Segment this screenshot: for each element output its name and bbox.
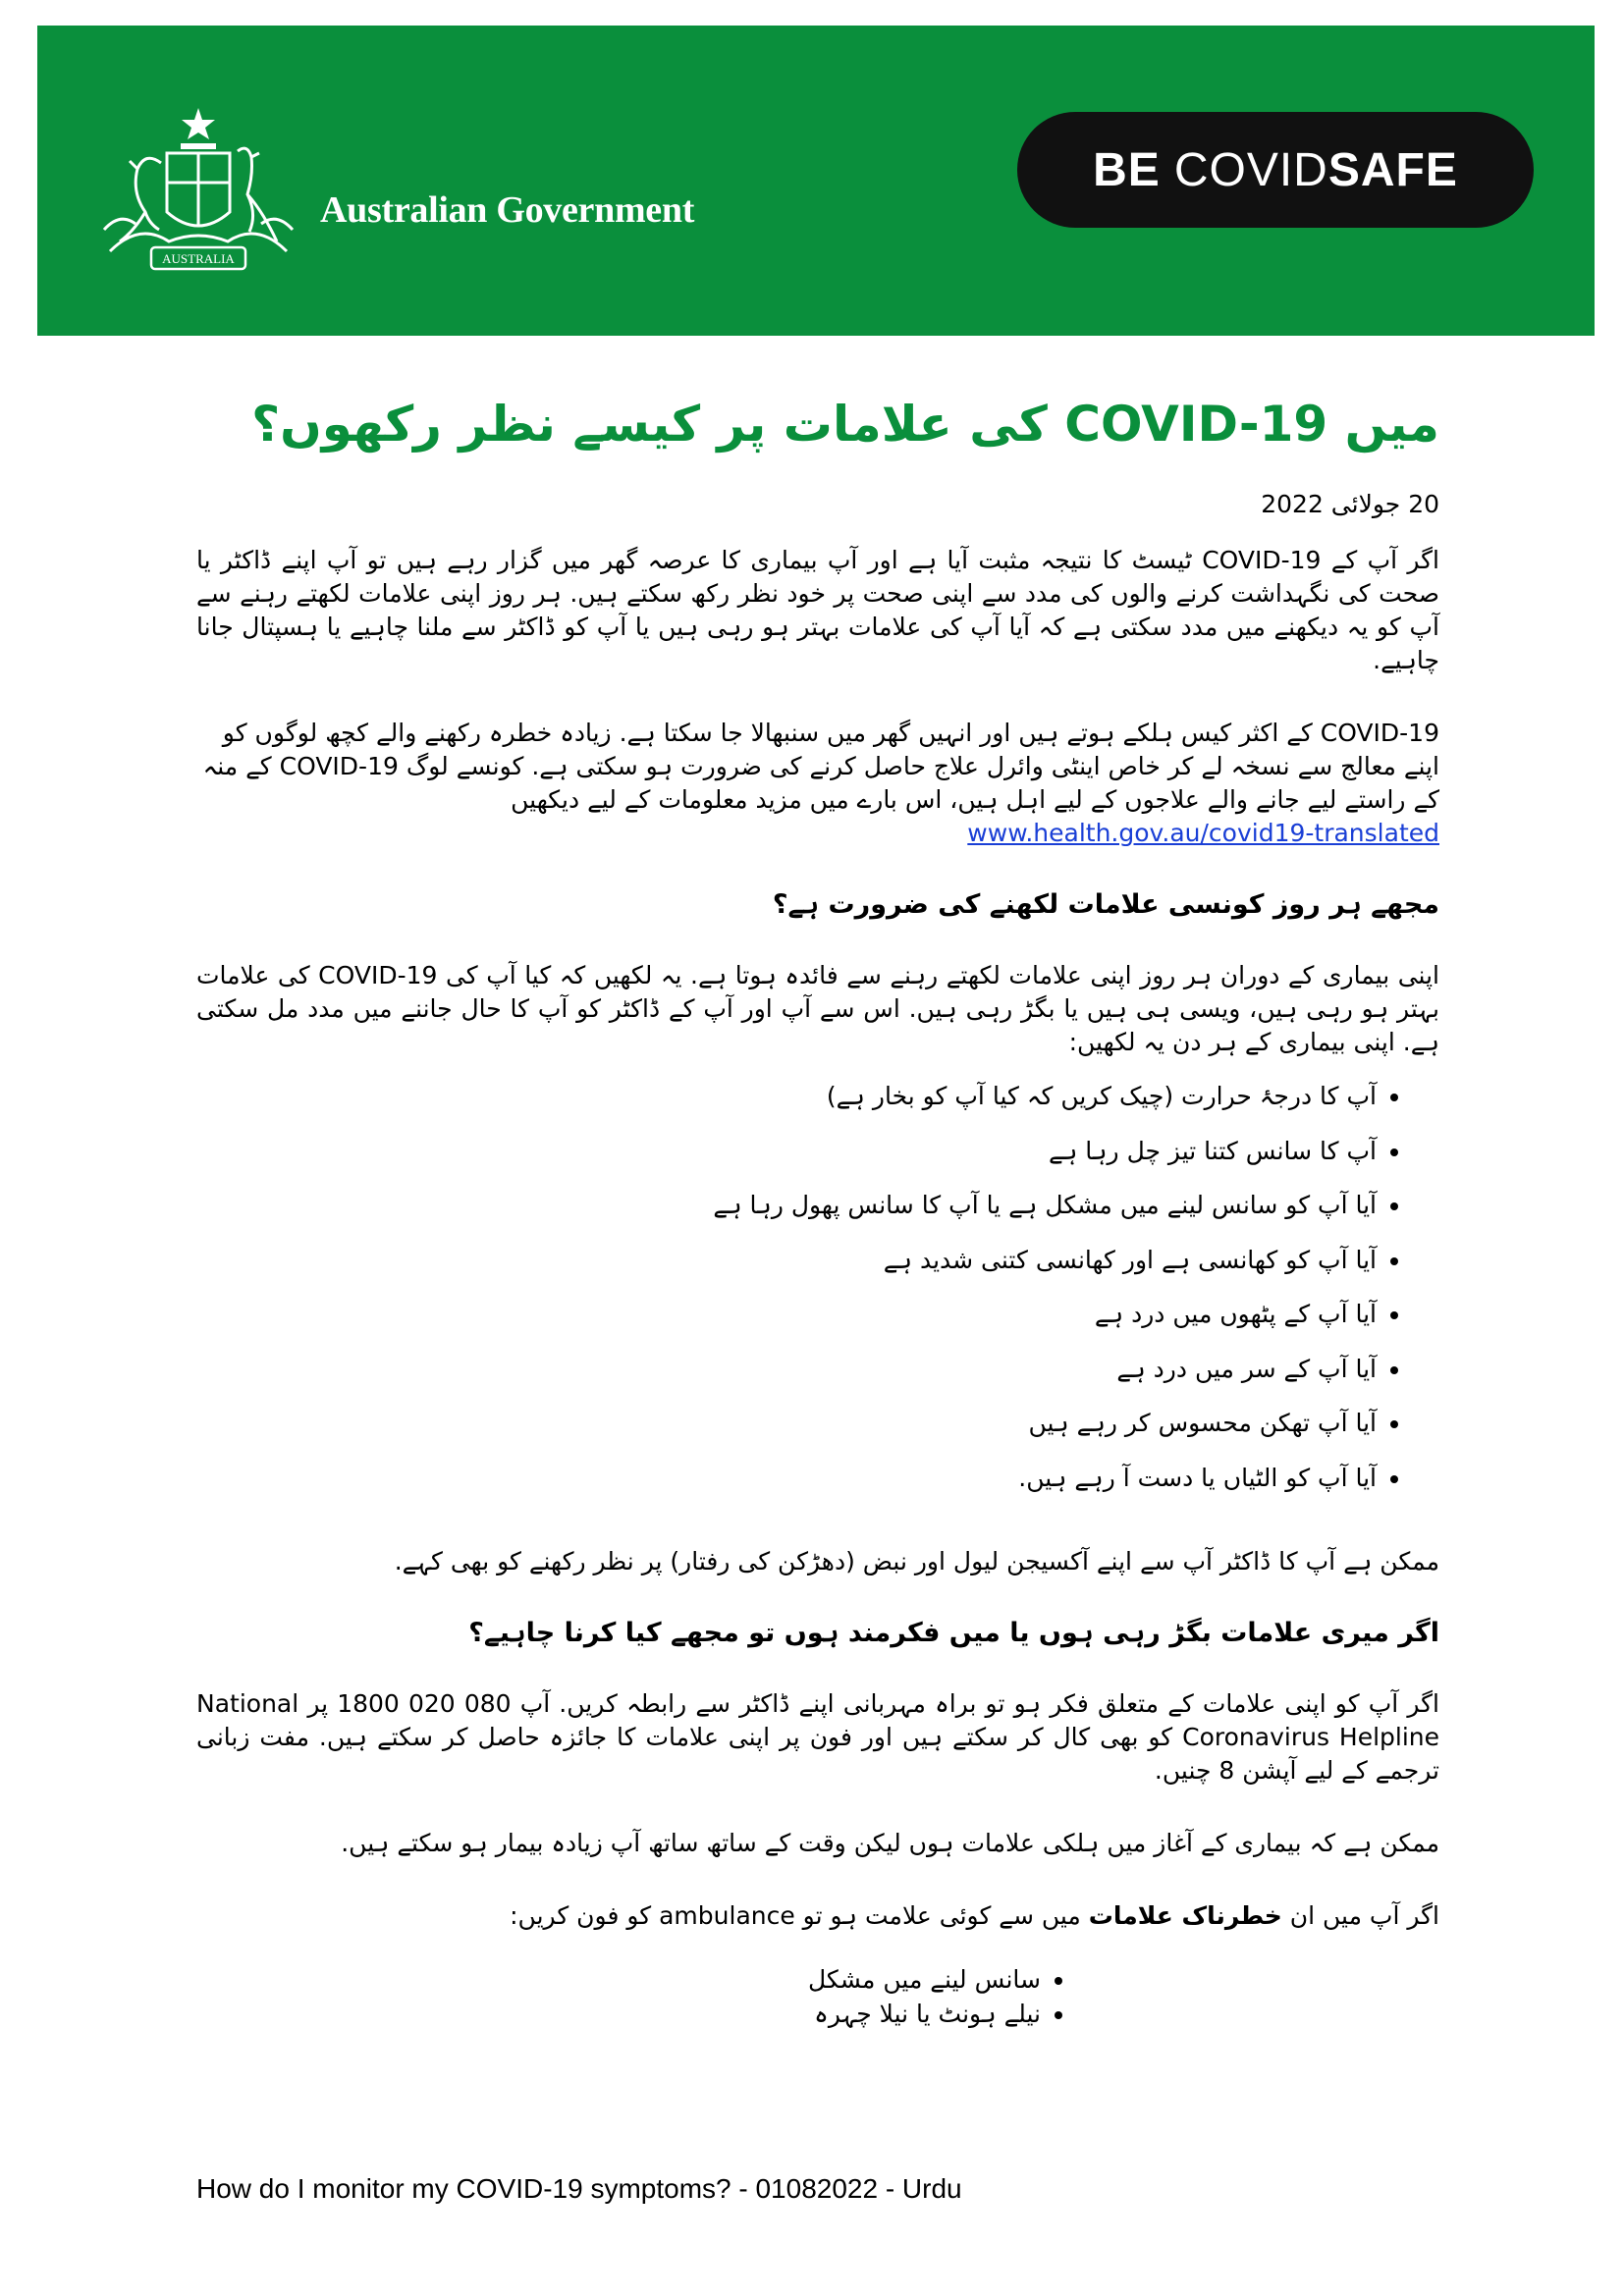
list-item: • نیلے ہونٹ یا نیلا چہرہ [196,1997,1041,2031]
list-item: • آیا آپ کو کھانسی ہے اور کھانسی کتنی شدید ہے [196,1245,1377,1277]
helpline-paragraph: اگر آپ کو اپنی علامات کے متعلق فکر ہو تو براہ مہربانی اپنے ڈاکٹر سے رابطہ کریں. آپ 080 020 1800 پر National Coronavirus Helpline کو بھی کال کر سکتے ہیں اور فون پر اپنی علامات کا جائزہ حاصل کر سکتے ہیں. مفت زبانی ترجمے کے لیے آپشن 8 چنیں. [196,1689,1440,1785]
list-item: • سانس لینے میں مشکل [196,1962,1041,1997]
list-item: • آیا آپ کے سر میں درد ہے [196,1354,1377,1386]
symptoms-list [196,1081,1439,1494]
intro-paragraph-2: COVID-19 کے اکثر کیس ہلکے ہوتے ہیں اور انہیں گھر میں سنبھالا جا سکتا ہے. زیادہ خطرہ رکھنے والے کچھ لوگوں کو اپنے معالج سے نسخہ لے کر خاص اینٹی وائرل علاج حاصل کرنے کی ضرورت ہو سکتی ہے. کونسے لوگ COVID-19 کے منہ کے راستے لیے جانے والے علاجوں کے لیے اہل ہیں، اس بارے میں مزید معلومات کے لیے دیکھیں www.health.gov.au/covid19-translated [196,717,1439,850]
svg-text:AUSTRALIA: AUSTRALIA [162,251,235,266]
list-item: • آیا آپ کو سانس لینے میں مشکل ہے یا آپ کا سانس پھول رہا ہے [196,1190,1377,1222]
be-covidsafe-logo: BE COVIDSAFE [1017,112,1534,228]
document-body [196,393,1439,2031]
danger-symptoms-emphasis: خطرناک علامات [1088,1901,1282,1930]
page-title: میں COVID-19 کی علامات پر کیسے نظر رکھوں؟ [251,396,1439,453]
publish-date: 20 جولائی 2022 [1261,490,1439,518]
list-item: • آیا آپ کو الٹیاں یا دست آ رہے ہیں. [196,1463,1377,1495]
list-item: • آپ کا سانس کتنا تیز چل رہا ہے [196,1136,1377,1168]
danger-symptoms-list [196,1962,1439,2031]
list-item: • آپ کا درجۂ حرارت (چیک کریں کہ کیا آپ کو بخار ہے) [196,1081,1377,1113]
list-item: • آیا آپ کے پٹھوں میں درد ہے [196,1299,1377,1331]
oxygen-note: ممکن ہے آپ کا ڈاکٹر آپ سے اپنے آکسیجن لیول اور نبض (دھڑکن کی رفتار) پر نظر رکھنے کو بھی کہے. [394,1547,1439,1575]
progression-paragraph: ممکن ہے کہ بیماری کے آغاز میں ہلکی علامات ہوں لیکن وقت کے ساتھ ساتھ آپ زیادہ بیمار ہو سکتے ہیں. [341,1829,1439,1857]
coat-of-arms-icon [90,104,306,281]
section-heading-worsening: اگر میری علامات بگڑ رہی ہوں یا میں فکرمند ہوں تو مجھے کیا کرنا چاہیے؟ [468,1618,1439,1648]
section-heading-symptoms: مجھے ہر روز کونسی علامات لکھنے کی ضرورت ہے؟ [772,889,1439,920]
intro-paragraph-1: اگر آپ کے COVID-19 ٹیسٹ کا نتیجہ مثبت آیا ہے اور آپ بیماری کا عرصہ گھر میں گزار رہے ہیں تو آپ اپنے ڈاکٹر یا صحت کی نگہداشت کرنے والوں کی مدد سے اپنی صحت پر خود نظر رکھ سکتے ہیں. ہر روز اپنی علامات لکھتے رہنے سے آپ کو یہ دیکھنے میں مدد سکتی ہے کہ آیا آپ کی علامات بہتر ہو رہی ہیں یا آپ کو ڈاکٹر سے ملنا چاہیے یا ہسپتال جانا چاہیے. [196,546,1439,674]
ambulance-paragraph: اگر آپ میں ان خطرناک علامات میں سے کوئی علامت ہو تو ambulance کو فون کریں: [510,1901,1439,1930]
health-link[interactable]: www.health.gov.au/covid19-translated [967,819,1439,847]
page-footer: How do I monitor my COVID-19 symptoms? - 01082022 - Urdu [196,2173,962,2204]
list-item: • آیا آپ تھکن محسوس کر رہے ہیں [196,1408,1377,1440]
government-name: Australian Government [320,189,695,231]
symptoms-paragraph: اپنی بیماری کے دوران ہر روز اپنی علامات لکھتے رہنے سے فائدہ ہوتا ہے. یہ لکھیں کہ کیا آپ کی COVID-19 کی علامات بہتر ہو رہی ہیں، ویسی ہی ہیں یا بگڑ رہی ہیں. اس سے آپ اور آپ کے ڈاکٹر کو آپ کا حال جاننے میں مدد مل سکتی ہے. اپنی بیماری کے ہر دن یہ لکھیں: [196,961,1439,1056]
